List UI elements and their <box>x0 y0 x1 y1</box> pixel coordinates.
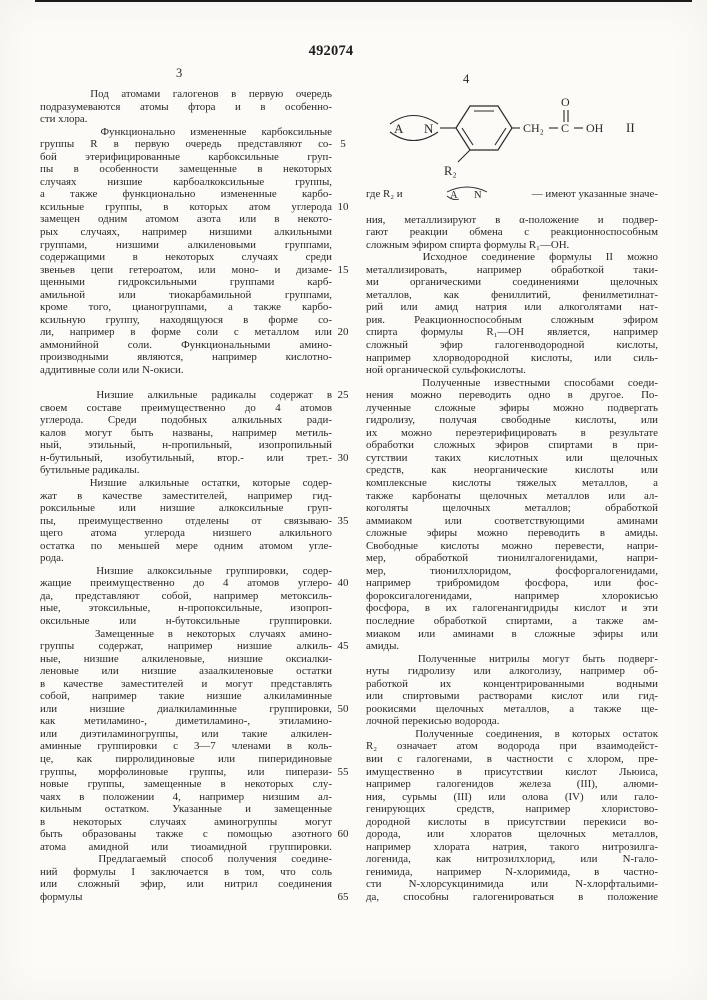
text-line: металлов, как фениллитий, фенилметилнат- <box>366 288 658 301</box>
text-line: ния, сурьмы (III) или олова (IV) или гало- <box>366 790 658 803</box>
text-line: сложные эфиры можно переводить в амиды. <box>366 527 658 540</box>
text-line: металлизировать, например обработкой таки- <box>366 263 658 276</box>
margin-line-number: 40 <box>337 577 349 590</box>
text-line: своем составе преимущественно до 4 атомов <box>40 401 332 414</box>
margin-line-number: 25 <box>337 389 349 402</box>
text-line: амиды. <box>366 640 400 653</box>
text-line: роксильные или низшие алкоксильные груп- <box>40 502 332 515</box>
text-line: рода. <box>40 552 64 565</box>
margin-line-number: 20 <box>337 326 349 339</box>
text-line: в качестве заместителей и могут представлять <box>40 677 332 690</box>
text-line: аммонийной соли. Функциональными амино- <box>40 338 332 351</box>
text-line: или сложный эфир, или нитрил соединения <box>40 878 332 891</box>
text-line: спирта формулы R₁—ОН является, например <box>366 326 658 339</box>
text-line: щего атома углерода низшего алкильного <box>40 527 332 540</box>
inline-ring-n-label: N <box>474 190 482 201</box>
text-line: имущественно в присутствии кислот Льюиса, <box>366 765 658 778</box>
margin-line-number: 15 <box>337 263 349 276</box>
text-line: Полученные соединения, в которых остаток <box>366 727 658 740</box>
formula-carbonyl-o-label: O <box>561 95 570 109</box>
text-line: амильной или тиокарбамильной группами, <box>40 288 332 301</box>
text-line: ксильную группу, находящуюся в форме со- <box>40 313 332 326</box>
text-line: также карбонаты щелочных металлов или ал- <box>366 489 658 502</box>
text-line: сутствии таких кислотных или щелочных <box>366 451 658 464</box>
text-line: дородной кислоты в присутствии перекиси во- <box>366 815 658 828</box>
text-line: Полученные нитрилы могут быть подверг- <box>366 652 658 665</box>
text-line: аммиаком или соответствующими аминами <box>366 514 658 527</box>
text-line: или диэтиламиногруппы, или такие алкилен- <box>40 727 332 740</box>
margin-line-number: 60 <box>337 828 349 841</box>
text-line: калов могут быть названы, например метиль- <box>40 426 332 439</box>
text-line: комплексные кислоты тяжелых металлов, а <box>366 476 658 489</box>
text-line: пы в особенности замещенные в некоторых <box>40 163 332 176</box>
text-line: быть образованы также с помощью азотного <box>40 828 332 841</box>
text-line: генирующих средств, например хлористово- <box>366 803 658 816</box>
text-line: новые группы, замещенные в некоторых слу- <box>40 778 332 791</box>
text-line: дорода, или хлоратов щелочных металлов, <box>366 828 658 841</box>
text-line: нения можно переводить одно в другое. По- <box>366 389 658 402</box>
text-line: да, способны галогенироваться в положение <box>366 891 658 904</box>
text-line: например галогенидов железа (III), алюми- <box>366 778 658 791</box>
text-line: рых случаях, например низшими алкильными <box>40 226 332 239</box>
margin-line-number: 30 <box>337 451 349 464</box>
line-numbers-gutter <box>330 88 356 968</box>
text-line: Функционально измененные карбоксильные <box>40 125 332 138</box>
formula-ch2-label: CH₂ <box>523 121 544 135</box>
text-line: сложный эфир галогенводородной кислоты, <box>366 338 658 351</box>
text-line: атома амидной или тиоамидной группировки. <box>40 840 332 853</box>
text-line: Под атомами галогенов в первую очередь <box>40 88 332 100</box>
formula-number-label: II <box>626 120 635 135</box>
text-line: например трибромидом фосфора, или фос- <box>366 577 658 590</box>
text-line: группы содержат, например низшие алкиль- <box>40 640 332 653</box>
text-line: сти N-хлорсукцинимида или N-хлорфтальими- <box>366 878 658 891</box>
where-suffix: — имеют указанные значе- <box>531 188 658 200</box>
margin-line-number: 10 <box>337 200 349 213</box>
text-line: Исходное соединение формулы II можно <box>366 251 658 264</box>
text-line: лученные сложные эфиры можно подвергать <box>366 401 658 414</box>
formula-carbonyl-c-label: C <box>561 121 570 135</box>
text-line: логенида, как нитрозилхлорид, или N-гало- <box>366 853 658 866</box>
text-line: фосфора, в их галогенангидриды кислот и эти <box>366 602 658 615</box>
text-line: ний формулы I заключается в том, что соль <box>40 865 332 878</box>
text-line: ксильные группы, в которых атом углерода <box>40 200 332 213</box>
text-line: ли, например в форме соли с металлом или <box>40 326 332 339</box>
left-text-column <box>40 88 332 904</box>
text-line: производными являются, например кислотно- <box>40 351 332 364</box>
text-line: Низшие алкильные остатки, которые содер- <box>40 476 332 489</box>
text-line: жат в качестве заместителей, например гид- <box>40 489 332 502</box>
text-line: миаком или аминами в сложные эфиры или <box>366 627 658 640</box>
text-line: чаях в положении 4, например низшим ал- <box>40 790 332 803</box>
text-line: Низшие алкильные радикалы содержат в <box>40 389 332 402</box>
formula-oh-label: OH <box>586 121 604 135</box>
text-line: жащие преимущественно до 4 атомов углеро- <box>40 577 332 590</box>
text-line: группы R в первую очередь представляют со- <box>40 138 332 151</box>
text-line: или низшие диалкиламинные группировки, <box>40 702 332 715</box>
text-line: работкой их концентрированными водными <box>366 677 658 690</box>
text-line: углерода. Среди подобных алкильных ради- <box>40 414 332 427</box>
text-line: группы, морфолиновые группы, или пиперази- <box>40 765 332 778</box>
text-line: сти хлора. <box>40 113 88 126</box>
text-line: ный, этильный, н-пропильный, изопропильный <box>40 439 332 452</box>
text-line: коголяты щелочных металлов; обработкой <box>366 502 658 515</box>
margin-line-number: 55 <box>337 765 349 778</box>
margin-line-number: 35 <box>337 514 349 527</box>
text-line: ми органическими соединениями щелочных <box>366 276 658 289</box>
text-line: группами, низшими алкиленовыми группами, <box>40 238 332 251</box>
text-line: а также функционально измененные карбо- <box>40 188 332 201</box>
text-line: собой, например такие низшие алкиламинные <box>40 690 332 703</box>
text-line: аминные группировки с 3—7 членами в коль- <box>40 740 332 753</box>
text-line: н-бутильный, изобутильный, втор.- или трет.- <box>40 451 332 464</box>
text-line: аддитивные соли или N-окиси. <box>40 364 184 377</box>
text-line: случаях низшие карбоалкоксильные группы, <box>40 175 332 188</box>
inline-ring-a-label: A <box>450 190 458 201</box>
margin-line-number: 65 <box>337 891 349 904</box>
where-clause-line <box>366 185 658 201</box>
text-line: кильным остатком. Указанные и замещенные <box>40 803 332 816</box>
text-line: мер, тионилхлоридом, фосфоргалогенидами, <box>366 564 658 577</box>
text-line: Свободные кислоты можно перевести, напри- <box>366 539 658 552</box>
text-line: Замещенные в некоторых случаях амино- <box>40 627 332 640</box>
text-line: ные, низшие алкиленовые, низшие оксиалки- <box>40 652 332 665</box>
patent-number: 492074 <box>308 43 354 59</box>
text-line: мер, обработкой тионилгалогенидами, напри- <box>366 552 658 565</box>
text-line: гают реакции обмена с реакционноспособным <box>366 226 658 239</box>
page-number-right: 4 <box>463 72 470 86</box>
text-line: рий или амид натрия или алкоголятами нат- <box>366 301 658 314</box>
text-line: ной органической сульфокислоты. <box>366 364 526 377</box>
inline-ring-formula <box>444 184 490 201</box>
text-line: Полученные известными способами соеди- <box>366 376 658 389</box>
text-line: нуты гидролизу или алкоголизу, например об- <box>366 665 658 678</box>
chemical-formula-ii <box>386 82 656 180</box>
text-line: генимида, например N-хлоримида, в частно- <box>366 865 658 878</box>
right-column-body <box>366 214 658 904</box>
text-line: бой этерифицированные карбоксильные груп- <box>40 150 332 163</box>
formula-r2-label: R₂ <box>444 164 457 178</box>
text-line: формулы <box>40 891 83 903</box>
margin-line-number: 50 <box>337 702 349 715</box>
text-line: Низшие алкоксильные группировки, содер- <box>40 564 332 577</box>
text-line: их можно переэтерифицировать в результате <box>366 426 658 439</box>
text-line: как метиламино-, диметиламино-, этиламино- <box>40 715 332 728</box>
text-line: например хлората натрия, такого нитрозилга- <box>366 840 658 853</box>
text-line: замещен одним атомом азота или в некото- <box>40 213 332 226</box>
text-line: рия. Реакционноспособным сложным эфиром <box>366 313 658 326</box>
text-line: фороксигалогенидами, например хлорокисью <box>366 589 658 602</box>
text-line: последние обработкой спиртами, а также ам- <box>366 615 658 627</box>
margin-line-number: 5 <box>340 138 346 151</box>
text-line: остатка по меньшей мере одним атомом угле- <box>40 539 332 552</box>
text-line: содержащими в некоторых случаях среди <box>40 251 332 264</box>
text-line: пы, преимущественно отделены от связываю- <box>40 514 332 527</box>
text-line: роокисями щелочных металлов, а также ще- <box>366 702 658 715</box>
text-line: ные, этоксильные, н-пропоксильные, изопроп- <box>40 602 332 615</box>
text-line: гидролизу, получая свободные кислоты, или <box>366 414 658 427</box>
text-line: кроме того, цианогруппами, а также карбо- <box>40 301 332 314</box>
text-line: например хлорводородной кислоты, или силь- <box>366 351 658 364</box>
text-line: бутильные радикалы. <box>40 464 140 477</box>
text-line: или спиртовыми растворами кислот или гид- <box>366 690 658 703</box>
text-line <box>40 377 332 390</box>
page-top-edge-rule <box>35 0 692 2</box>
text-line: обработки сложных эфиров спиртами в при- <box>366 439 658 452</box>
text-line: ния, металлизируют в α-положение и подвер- <box>366 213 658 226</box>
text-line: R₂ означает атом водорода при взаимодейст- <box>366 740 658 753</box>
margin-line-number: 45 <box>337 640 349 653</box>
text-line: щенными гидроксильными группами карб- <box>40 276 332 289</box>
text-line: оксильные или н-бутоксильные группировки. <box>40 614 332 627</box>
text-line: Предлагаемый способ получения соедине- <box>40 853 332 866</box>
formula-ring-n-label: N <box>424 121 434 136</box>
text-line: в некоторых случаях аминогруппы могут <box>40 815 332 828</box>
text-line: вии с галогенами, в частности с хлором, пре- <box>366 753 658 766</box>
text-line: да, представляют собой, например метоксиль- <box>40 589 332 602</box>
text-line: лочной перекисью водорода. <box>366 715 500 728</box>
formula-ring-a-label: A <box>394 121 404 136</box>
text-line: средств, как неорганические кислоты или <box>366 464 658 477</box>
page-number-left: 3 <box>176 66 183 80</box>
where-prefix: где R₂ и <box>366 188 403 200</box>
text-line: подразумеваются атомы фтора и в особенно- <box>40 100 332 113</box>
text-line: це, как пирролидиновые или пиперидиновые <box>40 752 332 765</box>
text-line: леновые или низшие азаалкиленовые остатки <box>40 665 332 678</box>
text-line: звеньев цепи гетероатом, или моно- и дизаме- <box>40 263 332 276</box>
text-line: сложным эфиром спирта формулы R₁—ОН. <box>366 238 570 251</box>
